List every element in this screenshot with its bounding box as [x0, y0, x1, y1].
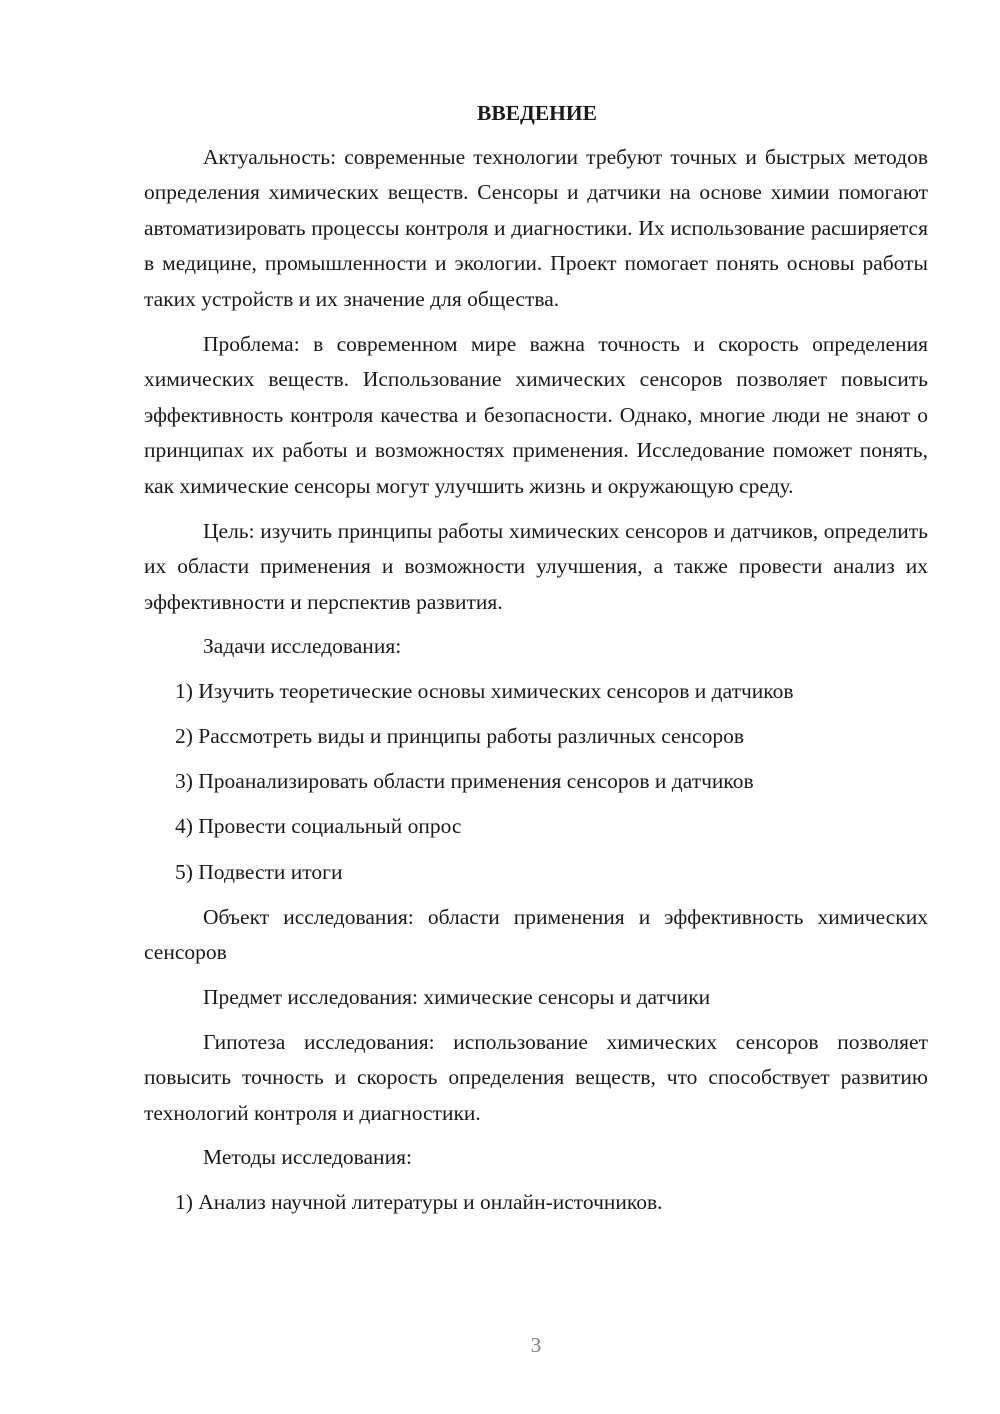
relevance-paragraph: Актуальность: современные технологии требуют точных и быстрых методов определения химических веществ. Сенсоры и датчики на основе химии помогают автоматизировать процессы контроля и диагностики. Их использование расширяется в медицине, промышленности и экологии. Проект помогает понять основы работы таких устройств и их значение для общества. — [144, 144, 928, 311]
task-item: 2) Рассмотреть виды и принципы работы различных сенсоров — [175, 724, 744, 749]
problem-paragraph: Проблема: в современном мире важна точность и скорость определения химических веществ. Использование химических сенсоров позволяет повысить эффективность контроля качества и безопасности. Однако, многие люди не знают о принципах их работы и возможностях применения. Исследование поможет понять, как химические сенсоры могут улучшить жизнь и окружающую среду. — [144, 331, 928, 498]
tasks-heading: Задачи исследования: — [203, 634, 402, 659]
task-item: 4) Провести социальный опрос — [175, 814, 462, 839]
page-number: 3 — [530, 1333, 542, 1357]
method-item: 1) Анализ научной литературы и онлайн-источников. — [175, 1190, 663, 1214]
subject-paragraph: Предмет исследования: химические сенсоры и датчики — [203, 985, 711, 1010]
hypothesis-paragraph: Гипотеза исследования: использование химических сенсоров позволяет повысить точность и скорость определения веществ, что способствует развитию технологий контроля и диагностики. — [144, 1029, 928, 1125]
object-paragraph: Объект исследования: области применения и эффективность химических сенсоров — [144, 904, 928, 965]
task-item: 3) Проанализировать области применения сенсоров и датчиков — [175, 769, 754, 794]
page-content — [144, 96, 928, 1230]
page-title: ВВЕДЕНИЕ — [477, 101, 597, 125]
task-item: 5) Подвести итоги — [175, 859, 343, 884]
goal-paragraph: Цель: изучить принципы работы химических сенсоров и датчиков, определить их области применения и возможности улучшения, а также провести анализ их эффективности и перспектив развития. — [144, 518, 928, 614]
task-item: 1) Изучить теоретические основы химических сенсоров и датчиков — [175, 678, 794, 703]
methods-heading: Методы исследования: — [203, 1145, 412, 1170]
